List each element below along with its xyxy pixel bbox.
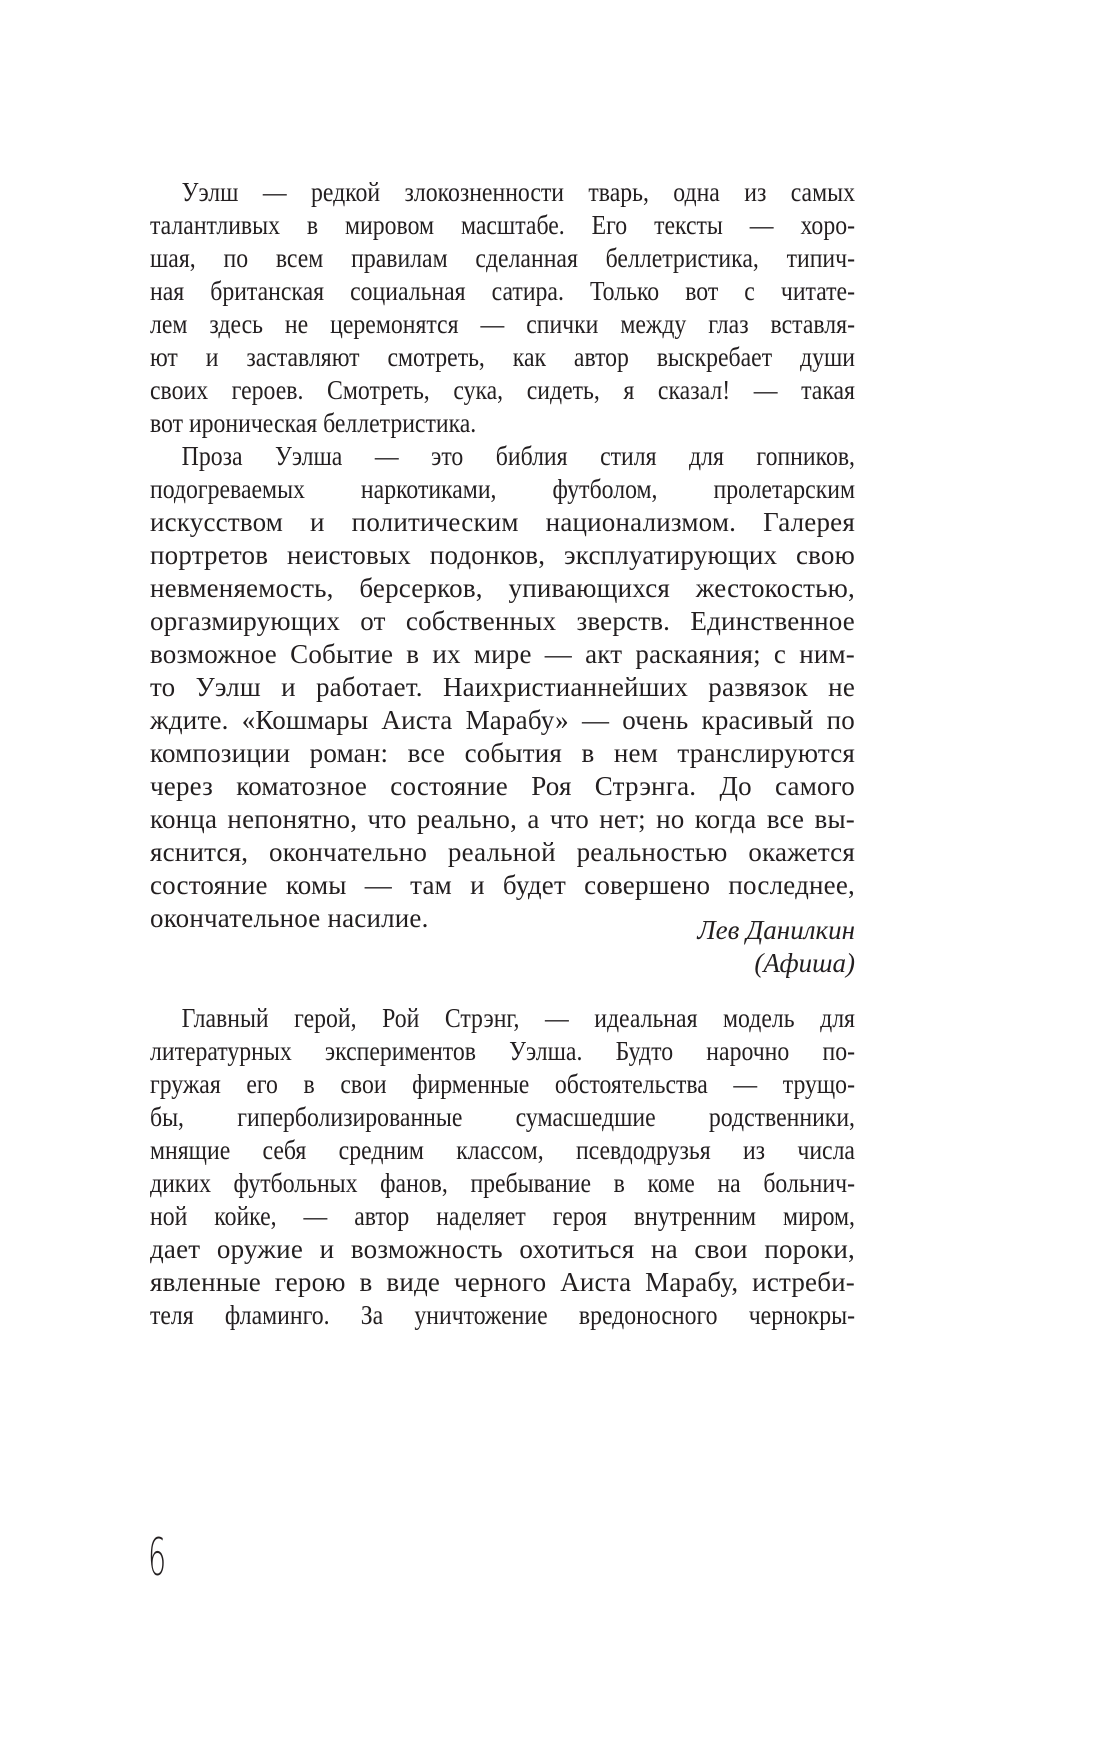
paragraph-main-hero — [150, 1002, 855, 1233]
text-line: невменяемость, берсерков, упивающихся жестокостью, — [150, 573, 855, 603]
paragraph-welsh-prose — [150, 506, 855, 935]
review-signature — [150, 914, 855, 980]
text-line: композиции роман: все события в нем транслируются — [150, 738, 855, 768]
text-line: возможное Событие в их мире — акт раскаяния; с ним- — [150, 639, 855, 669]
text-line: искусством и политическим национализмом. Галерея — [150, 507, 855, 537]
text-line: литературных экспериментов Уэлша. Будто нарочно по- — [150, 1036, 855, 1066]
text-line: гружая его в свои фирменные обстоятельства — трущо- — [150, 1069, 855, 1099]
text-line: оргазмирующих от собственных зверств. Единственное — [150, 606, 855, 636]
text-line: Уэлш — редкой злокозненности тварь, одна из самых — [181, 177, 855, 207]
text-line: талантливых в мировом масштабе. Его тексты — хоро- — [150, 210, 855, 240]
text-line: дает оружие и возможность охотиться на свои пороки, — [150, 1234, 855, 1264]
text-line: Главный герой, Рой Стрэнг, — идеальная модель для — [181, 1003, 855, 1033]
signature-author: Лев Данилкин — [697, 915, 855, 945]
text-line: ют и заставляют смотреть, как автор выскребает души — [150, 342, 855, 372]
text-line: диких футбольных фанов, пребывание в коме на больнич- — [150, 1168, 855, 1198]
paragraph-main-hero-continued — [150, 1233, 855, 1332]
text-line: шая, по всем правилам сделанная беллетристика, типич- — [150, 243, 855, 273]
text-line: ждите. «Кошмары Аиста Марабу» — очень красивый по — [150, 705, 855, 735]
text-line: ная британская социальная сатира. Только вот с читате- — [150, 276, 855, 306]
text-line: через коматозное состояние Роя Стрэнга. До самого — [150, 771, 855, 801]
text-line: бы, гиперболизированные сумасшедшие родственники, — [150, 1102, 855, 1132]
text-line: лем здесь не церемонятся — спички между глаз вставля- — [150, 309, 855, 339]
text-line: своих героев. Смотреть, сука, сидеть, я сказал! — такая — [150, 375, 855, 405]
text-line: яснится, окончательно реальной реальностью окажется — [150, 837, 855, 867]
text-line: состояние комы — там и будет совершено последнее, — [150, 870, 855, 900]
text-line: конца непонятно, что реально, а что нет; но когда все вы- — [150, 804, 855, 834]
text-line: то Уэлш и работает. Наихристианнейших развязок не — [150, 672, 855, 702]
text-line: портретов неистовых подонков, эксплуатирующих свою — [150, 540, 855, 570]
text-line: Проза Уэлша — это библия стиля для гопников, — [181, 441, 855, 471]
text-line: ной койке, — автор наделяет героя внутренним миром, — [150, 1201, 855, 1231]
paragraph-welsh-intro — [150, 176, 855, 506]
signature-source: (Афиша) — [754, 948, 855, 978]
text-line: окончательное насилие. — [150, 903, 429, 933]
text-line: явленные герою в виде черного Аиста Марабу, истреби- — [150, 1267, 855, 1297]
text-line: мнящие себя средним классом, псевдодрузья из числа — [150, 1135, 855, 1165]
text-line: вот ироническая беллетристика. — [150, 408, 477, 438]
page-number: 6 — [148, 1528, 167, 1588]
text-line: подогреваемых наркотиками, футболом, пролетарским — [150, 474, 855, 504]
text-line: теля фламинго. За уничтожение вредоносного чернокры- — [150, 1300, 855, 1330]
